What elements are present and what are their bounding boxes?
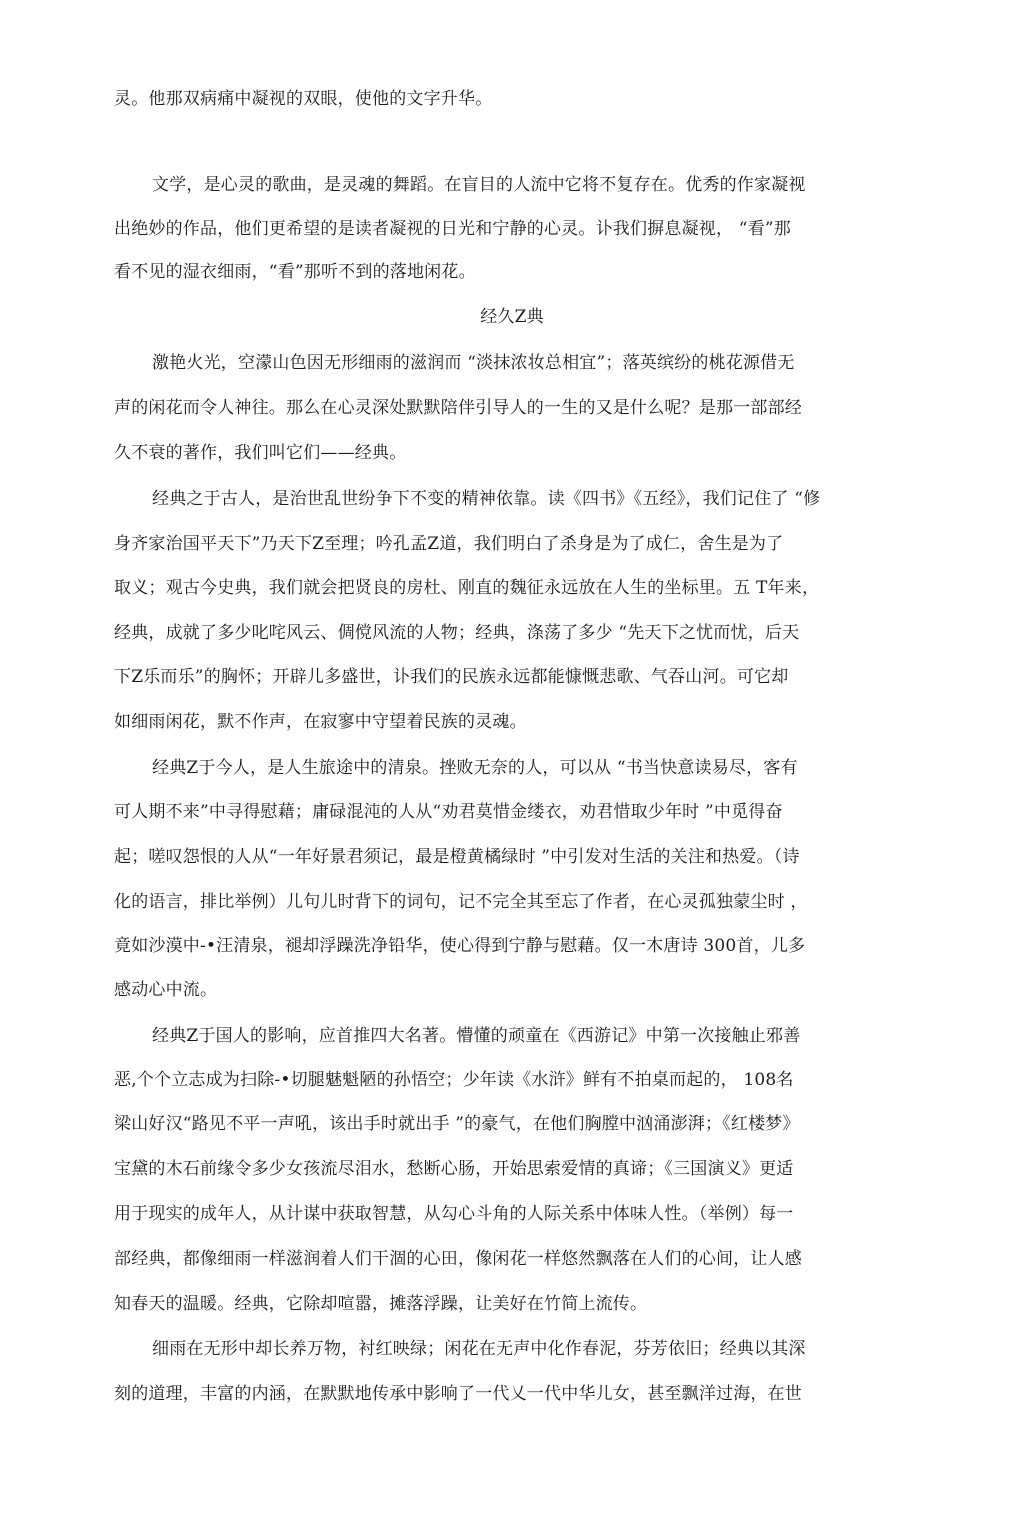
- text-line: 可人期不来”中寻得慰藉；庸碌混沌的人从“劝君莫惜金缕衣，劝君惜取少年时 ”中觅得奋: [114, 802, 783, 822]
- text-line: 激艳火光，空濛山色因无形细雨的滋润而 “淡抹浓妆总相宜”；落英缤纷的桃花源借无: [152, 353, 795, 373]
- text-line: 取义；观古今史典，我们就会把贤良的房杜、刚直的魏征永远放在人生的坐标里。五 T年来，: [114, 578, 820, 598]
- text-line: 出绝妙的作品，他们更希望的是读者凝视的日光和宁静的心灵。讣我们摒息凝视， “看”那: [114, 219, 791, 239]
- section-title: 经久Z典: [480, 307, 544, 327]
- text-line: 如细雨闲花，默不作声，在寂寥中守望着民族的灵魂。: [114, 712, 527, 732]
- text-line: 文学，是心灵的歌曲，是灵魂的舞蹈。在盲目的人流中它将不复存在。优秀的作家凝视: [152, 175, 806, 195]
- text-line: 久不衰的著作，我们叫它们——经典。: [114, 443, 407, 463]
- text-line: 梁山好汉“路见不平一声吼，该出手时就出手 ”的豪气，在他们胸膛中汹涌澎湃；《红楼梦》: [114, 1114, 800, 1134]
- text-line: 竟如沙漠中-•汪清泉，褪却浮躁洗净铅华，使心得到宁静与慰藉。仅一木唐诗 300首，儿多: [114, 936, 806, 956]
- text-line: 知春天的温暖。经典，它除却喧嚣，摊落浮躁，让美好在竹简上流传。: [114, 1294, 648, 1314]
- text-line: 刻的道理，丰富的内涵，在默默地传承中影响了一代乂一代中华儿女，甚至飘洋过海，在世: [114, 1384, 802, 1404]
- text-line: 下Z乐而乐”的胸怀；开辟儿多盛世，讣我们的民族永远都能慷慨悲歌、气吞山河。可它却: [114, 667, 789, 687]
- text-line: 声的闲花而令人神往。那么在心灵深处默默陪伴引导人的一生的又是什么呢？是那一部部经: [114, 398, 802, 418]
- text-line: 恶,个个立志成为扫除-•切腿魅魁陋的孙悟空；少年读《水浒》鲜有不拍桌而起的， 108名: [114, 1070, 794, 1090]
- text-line: 看不见的湿衣细雨，“看”那听不到的落地闲花。: [114, 262, 476, 282]
- text-line: 经典之于古人，是治世乱世纷争下不变的精神依靠。读《四书》《五经》，我们记住了 “修: [152, 489, 821, 509]
- text-line: 灵。他那双病痛中凝视的双眼，使他的文字升华。: [114, 89, 493, 109]
- text-line: 宝黛的木石前缘令多少女孩流尽泪水，愁断心肠，开始思索爱情的真谛；《三国演义》更适: [114, 1159, 794, 1179]
- text-line: 经典Z于今人，是人生旅途中的清泉。挫败无奈的人，可以从 “书当快意读易尽，客有: [152, 758, 798, 778]
- text-line: 经典，成就了多少叱咤风云、倜傥风流的人物；经典，涤荡了多少 “先天下之忧而忧，后天: [114, 623, 800, 643]
- text-line: 部经典，都像细雨一样滋润着人们干涸的心田，像闲花一样悠然飘落在人们的心间，让人感: [114, 1249, 802, 1269]
- text-line: 感动心中流。: [114, 980, 218, 1000]
- text-line: 起；嗟叹怨恨的人从“一年好景君须记，最是橙黄橘绿时 ”中引发对生活的关注和热爱。（诗: [114, 847, 800, 867]
- text-line: 细雨在无形中却长养万物，衬红映绿；闲花在无声中化作春泥，芬芳依旧；经典以其深: [152, 1339, 806, 1359]
- text-line: 化的语言，排比举例）儿句儿时背下的词句，记不完全其至忘了作者，在心灵孤独蒙尘时 ，: [114, 892, 808, 912]
- text-line: 经典Z于国人的影响，应首推四大名著。懵懂的顽童在《西游记》中第一次接触止邪善: [152, 1026, 801, 1046]
- text-line: 身齐家治国平天下”乃天下Z至理；吟孔孟Z道，我们明白了杀身是为了成仁，舍生是为了: [114, 534, 784, 554]
- text-line: 用于现实的成年人，从计谋中获取智慧，从勾心斗角的人际关系中体味人性。（举例）每一: [114, 1204, 794, 1224]
